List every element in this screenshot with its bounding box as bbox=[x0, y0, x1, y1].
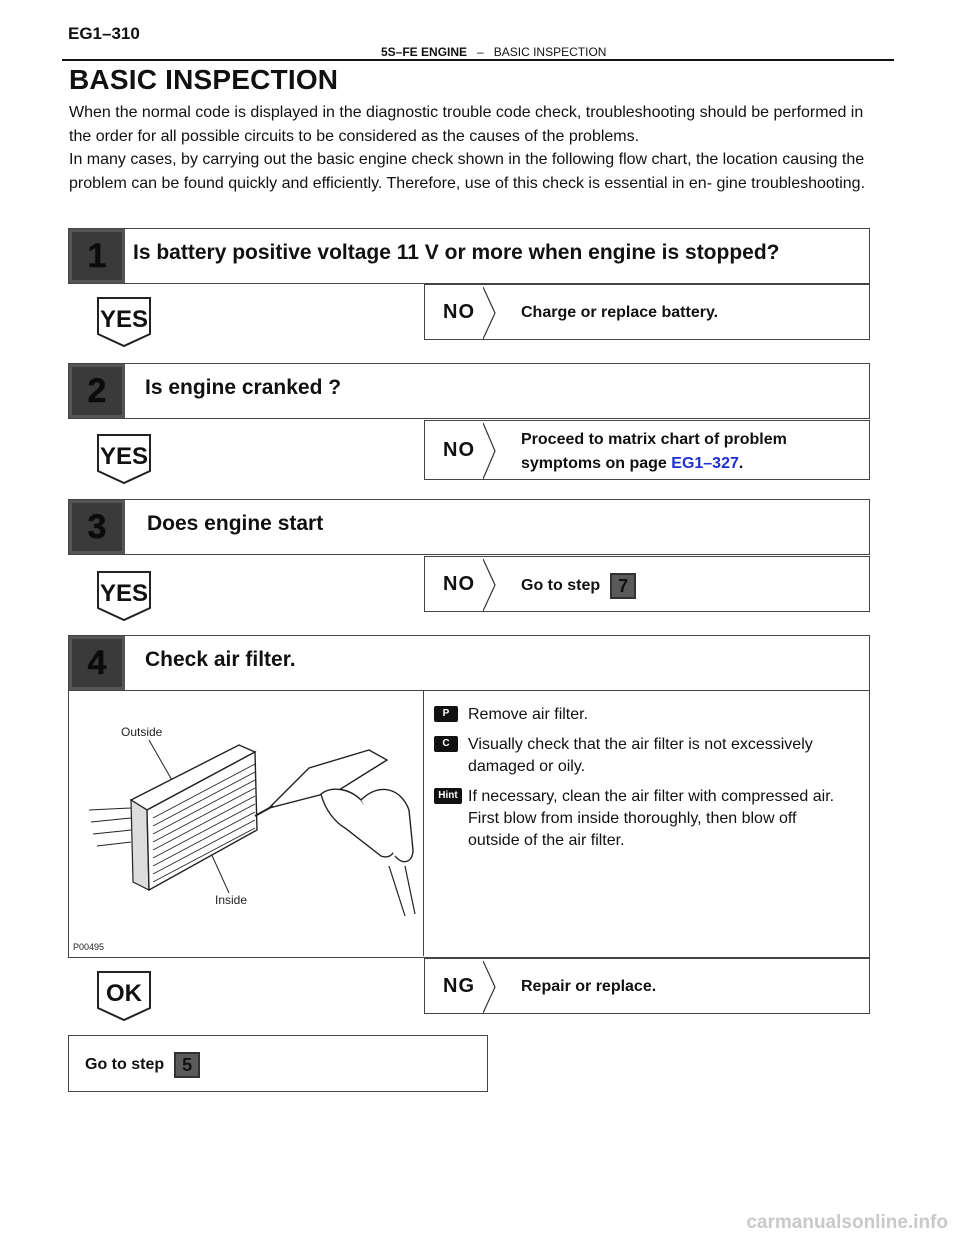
step-1-bar bbox=[68, 228, 870, 284]
tag-c-icon: C bbox=[434, 736, 458, 752]
no-label: NO bbox=[443, 301, 475, 323]
instruction-hint-text: If necessary, clean the air filter with compressed air. First blow from inside thoroughly, then blow off outside of the air filter. bbox=[468, 788, 835, 849]
intro-paragraph-1: When the normal code is displayed in the diagnostic trouble code check, troubleshooting should be performed in the order for all possible circuits to be considered as the causes of the problems. bbox=[69, 104, 864, 145]
step-3-question: Does engine start bbox=[147, 512, 324, 535]
page-title: BASIC INSPECTION bbox=[69, 64, 339, 95]
tag-hint-icon: Hint bbox=[434, 788, 462, 804]
step-1-question: Is battery positive voltage 11 V or more when engine is stopped? bbox=[133, 241, 780, 264]
step-1-no-row bbox=[424, 284, 870, 340]
step-2-no-action-end: . bbox=[738, 455, 744, 472]
step-3-no-action bbox=[521, 573, 636, 599]
yes-label: YES bbox=[99, 443, 149, 470]
step-2-no-row bbox=[424, 420, 870, 480]
step-3-number: 3 bbox=[69, 500, 125, 554]
running-header-engine: 5S–FE ENGINE bbox=[381, 45, 468, 59]
chevron-right-icon bbox=[483, 421, 497, 481]
step-2-number: 2 bbox=[69, 364, 125, 418]
instruction-c-text: Visually check that the air filter is not excessively damaged or oily. bbox=[468, 736, 813, 775]
watermark: carmanualsonline.info bbox=[746, 1212, 948, 1233]
step-2-yes bbox=[96, 433, 152, 490]
final-go-to-step bbox=[68, 1035, 488, 1092]
chevron-right-icon bbox=[483, 285, 497, 341]
final-text-label: Go to step bbox=[85, 1056, 165, 1074]
no-label: NO bbox=[443, 439, 475, 461]
running-header-separator: – bbox=[477, 45, 484, 59]
step-4-panel bbox=[68, 690, 870, 958]
label-outside: Outside bbox=[121, 725, 163, 739]
label-inside: Inside bbox=[215, 893, 248, 907]
step-ref-5[interactable]: 5 bbox=[174, 1052, 200, 1078]
yes-label: YES bbox=[99, 306, 149, 333]
instruction-c bbox=[434, 734, 858, 778]
page-link-eg1-327[interactable]: EG1–327 bbox=[671, 455, 739, 472]
step-4-number: 4 bbox=[69, 636, 125, 690]
step-3-no-row bbox=[424, 556, 870, 612]
running-header-section: BASIC INSPECTION bbox=[493, 45, 607, 59]
intro-text bbox=[69, 101, 869, 195]
step-4-ng-row bbox=[424, 958, 870, 1014]
page-id: EG1–310 bbox=[68, 24, 140, 43]
step-4-question: Check air filter. bbox=[145, 648, 296, 671]
chevron-right-icon bbox=[483, 959, 497, 1015]
ng-label: NG bbox=[443, 975, 475, 997]
tag-p-icon: P bbox=[434, 706, 458, 722]
instruction-p-text: Remove air filter. bbox=[468, 706, 589, 723]
final-text bbox=[85, 1052, 200, 1078]
step-ref-7[interactable]: 7 bbox=[610, 573, 636, 599]
instruction-p bbox=[434, 704, 848, 726]
step-2-question: Is engine cranked ? bbox=[145, 376, 342, 399]
step-3-bar bbox=[68, 499, 870, 555]
air-filter-illustration bbox=[69, 690, 424, 956]
step-2-bar bbox=[68, 363, 870, 419]
step-2-no-action bbox=[521, 428, 787, 476]
step-1-number: 1 bbox=[69, 229, 125, 283]
step-4-bar bbox=[68, 635, 870, 691]
step-4-ok bbox=[96, 970, 152, 1027]
step-3-yes bbox=[96, 570, 152, 627]
step-2-no-action-line2: symptoms on page bbox=[521, 455, 667, 472]
step-3-no-action-text: Go to step bbox=[521, 577, 601, 595]
air-filter-blow-icon bbox=[69, 690, 423, 956]
step-1-yes bbox=[96, 296, 152, 353]
ok-label: OK bbox=[106, 980, 142, 1007]
no-label: NO bbox=[443, 573, 475, 595]
header-rule bbox=[62, 59, 894, 61]
chevron-right-icon bbox=[483, 557, 497, 613]
figure-code: P00495 bbox=[73, 942, 105, 952]
intro-paragraph-2: In many cases, by carrying out the basic engine check shown in the following flow chart, the location causing the problem can be found quickly and efficiently. Therefore, use of this check is essential in en- gine troubleshooting. bbox=[69, 151, 866, 192]
step-1-no-action: Charge or replace battery. bbox=[521, 304, 719, 321]
step-4-ng-action: Repair or replace. bbox=[521, 978, 657, 995]
instruction-hint bbox=[434, 786, 848, 852]
step-2-no-action-line1: Proceed to matrix chart of problem bbox=[521, 431, 787, 448]
running-header bbox=[381, 45, 606, 59]
yes-label: YES bbox=[99, 580, 149, 607]
